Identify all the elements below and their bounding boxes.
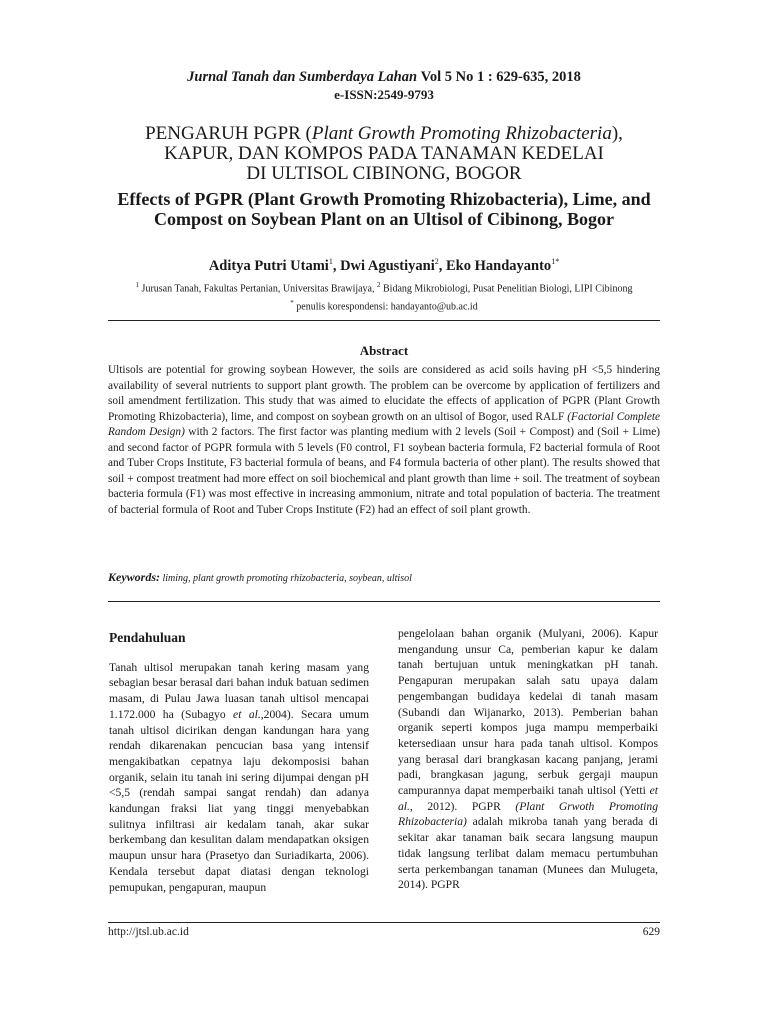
author-2: Dwi Agustiyani [340,257,435,274]
text-italic: (Plant Grwoth Promoting Rhizobacteria) [398,799,658,829]
title-id-line2: KAPUR, DAN KOMPOS PADA TANAMAN KEDELAI [164,143,604,164]
title-en-line1: Effects of PGPR (Plant Growth Promoting Rhizobacteria), Lime, and [117,189,651,209]
text: ,2004). Secara umum tanah ultisol dicirikan dengan kandungan hara yang rendah dikarenakan pencucian basa yang intensif mengakibatkan cepatnya laju dekomposisi bahan organik, selain itu tanah ini sering dijumpai dengan pH <5,5 (rendah sampai sangat rendah) dan adanya kandungan fraksi liat yang tinggi menyebabkan sulitnya infiltrasi air kedalam tanah, akar sukar berkembang dan kesulitan dalam mendapatkan oksigen maupun unsur hara (Prasetyo dan Suriadikarta, 2006). Kendala tersebut dapat diatasi dengan teknologi pemupukan, pengapuran, maupun [109,707,369,894]
affil-sup: 1 [135,281,140,289]
text: adalah mikroba tanah yang berada di sekitar akar tanaman baik secara langsung maupun tidak langsung terlibat dalam memacu pertumbuhan serta perkembangan tanaman (Munees dan Mulugeta, 2014). PGPR [398,815,658,892]
title-id-italic: Plant Growth Promoting Rhizobacteria [311,123,612,144]
affil-sup: 2 [377,281,381,289]
author-2-sup: 2 [434,257,439,266]
page-number: 629 [642,926,660,938]
title-en-line2: Compost on Soybean Plant on an Ultisol of Cibinong, Bogor [153,209,615,229]
divider [108,320,660,321]
text: Tanah ultisol merupakan tanah kering masam yang sebagian besar berasal dari bahan induk batuan sedimen masam, di Pulau Jawa luasan tanah ultisol mencapai 1.172.000 ha (Subagyo [109,660,369,721]
divider [108,922,660,923]
affil-text: Bidang Mikrobiologi, Pusat Penelitian Biologi, LIPI Cibinong [380,283,633,295]
section-heading: Pendahuluan [109,630,186,645]
footer [108,926,660,938]
keywords-label: Keywords: [108,570,160,584]
title-indonesian [40,124,728,184]
affiliation-line1 [0,278,768,296]
title-id-line3: DI ULTISOL CIBINONG, BOGOR [246,163,522,184]
paragraph [109,660,369,896]
abstract-text [108,363,660,518]
column-right [398,626,658,893]
affiliations [0,278,768,315]
abstract-heading: Abstract [359,343,409,358]
corresponding-author: penulis korespondensi: handayanto@ub.ac.id [293,301,478,313]
author-3-sup: 1* [551,257,560,266]
affil-text: Jurusan Tanah, Fakultas Pertanian, Universitas Brawijaya, [139,283,377,295]
title-english [40,189,728,229]
journal-volume: Vol 5 No 1 : 629-635, 2018 [420,69,581,85]
author-3: Eko Handayanto [446,257,552,274]
journal-name: Jurnal Tanah dan Sumberdaya Lahan [187,69,418,85]
text-italic: et al. [398,784,658,813]
text-italic: et al. [233,707,261,721]
abstract-part: with 2 factors. The first factor was planting medium with 2 levels (Soil + Compost) and (Soil + Lime) and second factor of PGPR formula with 5 levels (F0 control, F1 soybean bacteria formula, F2 bacterial formula of Root and Tuber Crops Institute, F3 bacterial formula of beans, and F4 formula bacteria of other plant). The results showed that soil + compost treatment had more effect on soil biochemical and plant growth than lime + soil. The treatment of soybean bacteria formula (F1) was most effective in increasing ammonium, nitrate and total population of bacteria. The treatment of bacterial formula of Root and Tuber Crops Institute (F2) had an effect of soil plant growth. [108,426,660,516]
author-1-sup: 1 [328,257,333,266]
title-id-part2: ), [611,123,623,144]
text: pengelolaan bahan organik (Mulyani, 2006). Kapur mengandung unsur Ca, pemberian kapur ke dalam tanah bertujuan untuk meningkatkan pH tanah. Pengapuran merupakan salah satu upaya dalam pengembangan budidaya kedelai di tanah masam (Subandi dan Wijanarko, 2013). Pemberian bahan organik seperti kompos juga mampu memperbaiki ketersediaan unsur hara pada tanah ultisol. Kompos yang berasal dari brangkasan kacang panjang, jerami padi, brangkasan jagung, serbuk gergaji maupun campurannya dapat memperbaiki tanah ultisol (Yetti [398,627,658,798]
abstract-part: Ultisols are potential for growing soybean However, the soils are considered as acid soils having pH <5,5 hindering availability of several nutrients to support plant growth. The problem can be overcome by application of fertilizers and soil amendment fertilization. This study that was aimed to elucidate the effects of application of PGPR (Plant Growth Promoting Rhizobacteria), lime, and compost on soybean growth on an ultisol of Bogor, used RALF [108,364,660,423]
author-sep: , [438,257,447,274]
affiliation-line2 [0,296,768,314]
title-id-part1: PENGARUH PGPR ( [145,123,312,144]
column-left [109,626,369,895]
affil-sup: * [290,299,294,308]
journal-issn: e-ISSN:2549-9793 [334,87,434,102]
footer-url[interactable]: http://jtsl.ub.ac.id [108,926,189,938]
author-1: Aditya Putri Utami [208,257,329,274]
keywords [108,570,660,585]
text: , 2012). PGPR [409,799,516,813]
authors [0,257,768,275]
paragraph [398,626,658,893]
divider [108,601,660,602]
journal-header-line1 [0,68,768,86]
abstract-italic: (Factorial Complete Random Design) [108,410,660,438]
author-sep: , [332,257,341,274]
keywords-value: liming, plant growth promoting rhizobacteria, soybean, ultisol [160,573,412,584]
